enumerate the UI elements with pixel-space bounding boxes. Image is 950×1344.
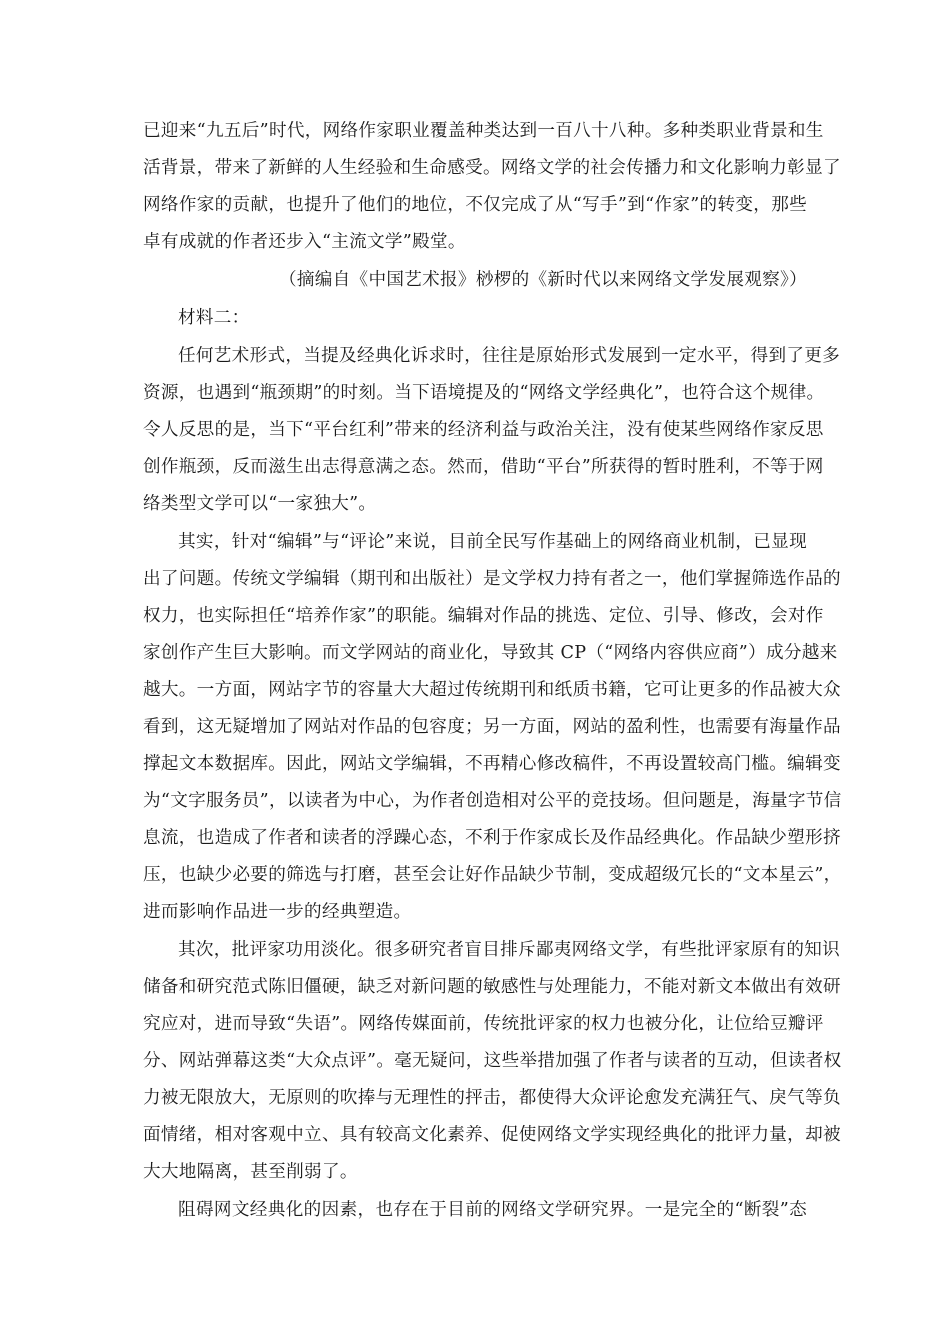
text-line: 息流，也造成了作者和读者的浮躁心态，不利于作家成长及作品经典化。作品缺少塑形挤 (143, 828, 841, 848)
text-line: 储备和研究范式陈旧僵硬，缺乏对新问题的敏感性与处理能力，不能对新文本做出有效研 (143, 977, 841, 997)
text-line: 面情绪，相对客观中立、具有较高文化素养、促使网络文学实现经典化的批评力量，却被 (143, 1125, 841, 1145)
text-line: 看到，这无疑增加了网站对作品的包容度；另一方面，网站的盈利性，也需要有海量作品 (143, 717, 841, 737)
text-line: 卓有成就的作者还步入“主流文学”殿堂。 (143, 232, 466, 252)
text-line: 压，也缺少必要的筛选与打磨，甚至会让好作品缺少节制，变成超级冗长的“文本星云”， (143, 865, 842, 885)
text-line: 分、网站弹幕这类“大众点评”。毫无疑问，这些举措加强了作者与读者的互动，但读者权 (143, 1051, 842, 1071)
section-heading: 材料二： (178, 308, 250, 328)
text-line: 络类型文学可以“一家独大”。 (143, 494, 377, 514)
text-line: 越大。一方面，网站字节的容量大大超过传统期刊和纸质书籍，它可让更多的作品被大众 (143, 680, 841, 700)
text-line: 家创作产生巨大影响。而文学网站的商业化，导致其 CP（“网络内容供应商”）成分越来 (143, 643, 838, 663)
text-line: 已迎来“九五后”时代，网络作家职业覆盖种类达到一百八十八种。多种类职业背景和生 (143, 121, 824, 141)
text-line: 任何艺术形式，当提及经典化诉求时，往往是原始形式发展到一定水平，得到了更多 (178, 346, 841, 366)
text-line: 令人反思的是，当下“平台红利”带来的经济利益与政治关注，没有使某些网络作家反思 (143, 420, 824, 440)
text-line: 大大地隔离，甚至削弱了。 (143, 1162, 358, 1182)
text-line: 资源，也遇到“瓶颈期”的时刻。当下语境提及的“网络文学经典化”，也符合这个规律。 (143, 383, 825, 403)
text-line: 网络作家的贡献，也提升了他们的地位，不仅完成了从“写手”到“作家”的转变，那些 (143, 195, 807, 215)
text-line: 权力，也实际担任“培养作家”的职能。编辑对作品的挑选、定位、引导、修改，会对作 (143, 606, 824, 626)
text-line: 活背景，带来了新鲜的人生经验和生命感受。网络文学的社会传播力和文化影响力彰显了 (143, 158, 841, 178)
text-line: 创作瓶颈，反而滋生出志得意满之态。然而，借助“平台”所获得的暂时胜利，不等于网 (143, 457, 824, 477)
source-citation: （摘编自《中国艺术报》桫椤的《新时代以来网络文学发展观察》） (278, 270, 807, 290)
text-line: 进而影响作品进一步的经典塑造。 (143, 902, 412, 922)
text-line: 力被无限放大，无原则的吹捧与无理性的抨击，都使得大众评论愈发充满狂气、戾气等负 (143, 1088, 841, 1108)
text-line: 出了问题。传统文学编辑（期刊和出版社）是文学权力持有者之一，他们掌握筛选作品的 (143, 569, 841, 589)
text-line: 阻碍网文经典化的因素，也存在于目前的网络文学研究界。一是完全的“断裂”态 (178, 1200, 807, 1220)
text-line: 究应对，进而导致“失语”。网络传媒面前，传统批评家的权力也被分化，让位给豆瓣评 (143, 1014, 824, 1034)
text-line: 其次，批评家功用淡化。很多研究者盲目排斥鄙夷网络文学，有些批评家原有的知识 (178, 940, 841, 960)
text-line: 撑起文本数据库。因此，网站文学编辑，不再精心修改稿件，不再设置较高门槛。编辑变 (143, 754, 841, 774)
text-line: 为“文字服务员”，以读者为中心，为作者创造相对公平的竞技场。但问题是，海量字节信 (143, 791, 842, 811)
text-line: 其实，针对“编辑”与“评论”来说，目前全民写作基础上的网络商业机制，已显现 (178, 532, 807, 552)
